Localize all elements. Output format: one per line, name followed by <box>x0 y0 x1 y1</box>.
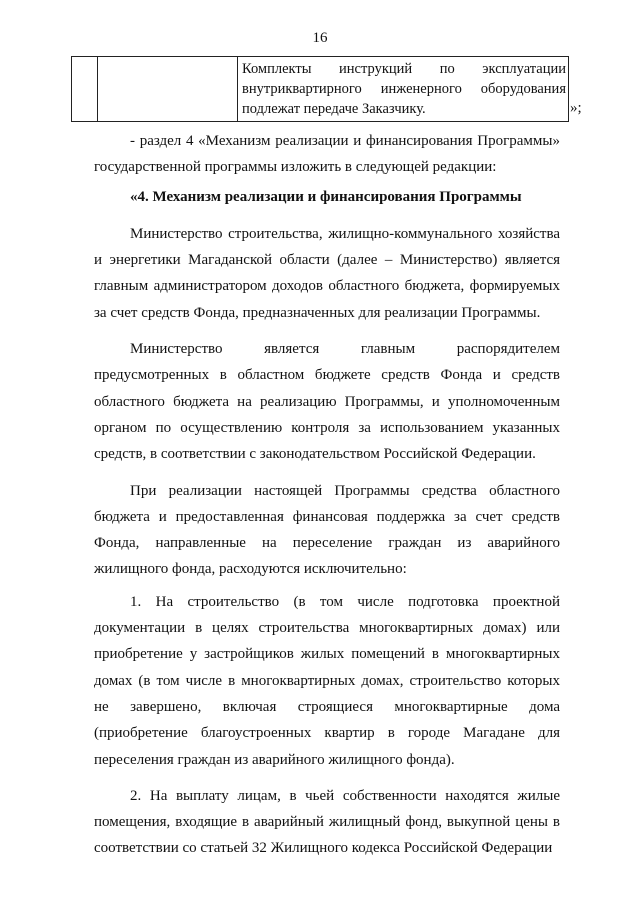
paragraph: 2. На выплату лицам, в чьей собственности находятся жилые помещения, входящие в аварийный жилищный фонд, выкупной цены в соответствии со статьей 32 Жилищного кодекса Российской Федерации <box>94 787 560 857</box>
table-cell-empty-1 <box>72 57 98 122</box>
amendment-intro: - раздел 4 «Механизм реализации и финансирования Программы» государственной программы изложить в следующей редакции: <box>94 133 560 176</box>
table-cell-empty-2 <box>98 57 238 122</box>
paragraph: Министерство строительства, жилищно-коммунального хозяйства и энергетики Магаданской области (далее – Министерство) является главным администратором доходов областного бюджета, формируемых за счет средств Фонда, предназначенных для реализации Программы. <box>94 225 560 321</box>
page-number: 16 <box>312 30 328 46</box>
table-fragment <box>71 56 569 122</box>
table-line: внутриквартирного инженерного оборудования <box>242 81 566 97</box>
table-cell-text <box>238 57 569 122</box>
table-line: подлежат передаче Заказчику. <box>242 101 426 117</box>
section-heading: «4. Механизм реализации и финансирования Программы <box>130 188 522 205</box>
closing-quote-mark: »; <box>570 100 582 116</box>
paragraph: При реализации настоящей Программы средства областного бюджета и предоставленная финансовая поддержка за счет средств Фонда, направленные на переселение граждан из аварийного жилищного фонда, расходуются исключительно: <box>94 482 560 578</box>
paragraph: Министерство является главным распорядителем предусмотренных в областном бюджете средств Фонда и средств областного бюджета на реализацию Программы, и уполномоченным органом по осуществлению контроля за использованием указанных средств, в соответствии с законодательством Российской Федерации. <box>94 341 560 463</box>
paragraph: 1. На строительство (в том числе подготовка проектной документации в целях строительства многоквартирных домах) или приобретение у застройщиков жилых помещений в многоквартирных домах (в том числе в многоквартирных домах, строительство которых не завершено, включая строящиеся многоквартирные дома (приобретение благоустроенных квартир в городе Магадане для переселения граждан из аварийного жилищного фонда). <box>94 593 560 768</box>
document-body <box>94 128 560 862</box>
table-row <box>72 57 569 122</box>
table-line: Комплекты инструкций по эксплуатации <box>242 61 566 77</box>
